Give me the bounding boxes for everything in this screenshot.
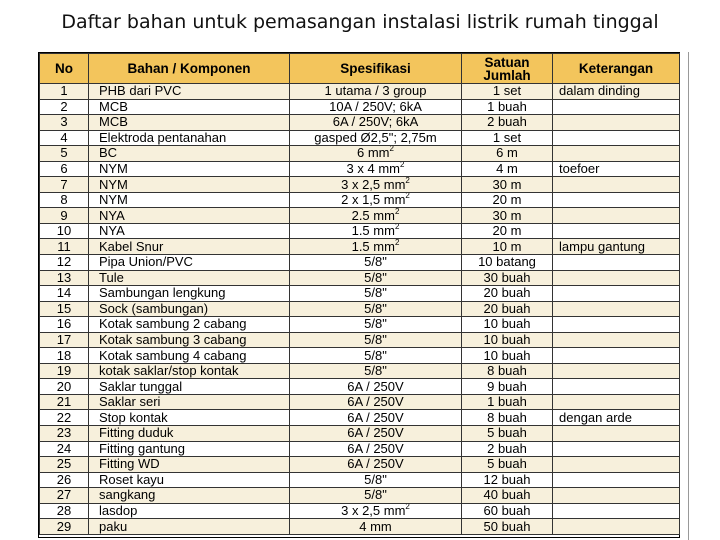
superscript: 2 xyxy=(389,145,394,154)
row-keterangan xyxy=(553,301,680,317)
table-row xyxy=(40,130,680,146)
row-satuan-jumlah: 1 set xyxy=(462,84,553,100)
row-satuan-jumlah: 1 buah xyxy=(462,394,553,410)
superscript: 2 xyxy=(405,503,410,512)
row-spesifikasi: 6A / 250V; 6kA xyxy=(290,115,462,131)
row-satuan-jumlah: 2 buah xyxy=(462,441,553,457)
row-keterangan xyxy=(553,115,680,131)
materials-table xyxy=(39,53,680,535)
row-number: 19 xyxy=(40,363,89,379)
row-spesifikasi: 10A / 250V; 6kA xyxy=(290,99,462,115)
row-bahan: Fitting WD xyxy=(89,457,290,473)
row-bahan: kotak saklar/stop kontak xyxy=(89,363,290,379)
row-spesifikasi: 5/8" xyxy=(290,301,462,317)
row-number: 23 xyxy=(40,426,89,442)
table-row xyxy=(40,192,680,208)
row-satuan-jumlah: 60 buah xyxy=(462,503,553,519)
table-row xyxy=(40,503,680,519)
row-satuan-jumlah: 1 set xyxy=(462,130,553,146)
row-number: 6 xyxy=(40,161,89,177)
row-bahan: Roset kayu xyxy=(89,472,290,488)
table-row xyxy=(40,488,680,504)
row-keterangan xyxy=(553,223,680,239)
row-number: 10 xyxy=(40,223,89,239)
row-number: 18 xyxy=(40,348,89,364)
row-number: 16 xyxy=(40,317,89,333)
row-satuan-jumlah: 10 batang xyxy=(462,255,553,271)
row-bahan: Elektroda pentanahan xyxy=(89,130,290,146)
row-bahan: Saklar seri xyxy=(89,394,290,410)
table-row xyxy=(40,223,680,239)
row-bahan: NYM xyxy=(89,161,290,177)
row-keterangan: dengan arde xyxy=(553,410,680,426)
row-number: 1 xyxy=(40,84,89,100)
row-satuan-jumlah: 4 m xyxy=(462,161,553,177)
row-spesifikasi: 5/8" xyxy=(290,286,462,302)
table-row xyxy=(40,84,680,100)
row-bahan: Kotak sambung 4 cabang xyxy=(89,348,290,364)
row-satuan-jumlah: 30 m xyxy=(462,208,553,224)
row-bahan: Sock (sambungan) xyxy=(89,301,290,317)
row-satuan-jumlah: 30 m xyxy=(462,177,553,193)
row-keterangan xyxy=(553,441,680,457)
row-satuan-jumlah: 10 m xyxy=(462,239,553,255)
row-keterangan xyxy=(553,488,680,504)
row-bahan: Tule xyxy=(89,270,290,286)
row-spesifikasi: 1.5 $mm^2$ xyxy=(290,239,462,255)
row-bahan: Kotak sambung 2 cabang xyxy=(89,317,290,333)
row-spesifikasi: 6A / 250V xyxy=(290,394,462,410)
table-row xyxy=(40,472,680,488)
row-keterangan xyxy=(553,146,680,162)
row-keterangan xyxy=(553,177,680,193)
row-keterangan xyxy=(553,503,680,519)
row-bahan: Kabel Snur xyxy=(89,239,290,255)
table-row xyxy=(40,441,680,457)
row-spesifikasi: 3 x 4 $mm^2$ xyxy=(290,161,462,177)
page-title: Daftar bahan untuk pemasangan instalasi listrik rumah tinggal xyxy=(61,11,659,33)
row-satuan-jumlah: 5 buah xyxy=(462,426,553,442)
table-row xyxy=(40,177,680,193)
row-number: 29 xyxy=(40,519,89,535)
row-satuan-jumlah: 12 buah xyxy=(462,472,553,488)
row-satuan-jumlah: 5 buah xyxy=(462,457,553,473)
row-satuan-jumlah: 8 buah xyxy=(462,363,553,379)
table-row xyxy=(40,301,680,317)
row-keterangan xyxy=(553,426,680,442)
row-keterangan xyxy=(553,457,680,473)
table-row xyxy=(40,255,680,271)
row-satuan-jumlah: 40 buah xyxy=(462,488,553,504)
row-bahan: NYM xyxy=(89,192,290,208)
row-number: 14 xyxy=(40,286,89,302)
row-bahan: Pipa Union/PVC xyxy=(89,255,290,271)
row-number: 2 xyxy=(40,99,89,115)
row-spesifikasi: 1.5 $mm^2$ xyxy=(290,223,462,239)
row-satuan-jumlah: 10 buah xyxy=(462,348,553,364)
table-row xyxy=(40,363,680,379)
row-number: 4 xyxy=(40,130,89,146)
row-spesifikasi: 6A / 250V xyxy=(290,441,462,457)
row-satuan-jumlah: 1 buah xyxy=(462,99,553,115)
row-keterangan xyxy=(553,208,680,224)
superscript: 2 xyxy=(400,161,405,169)
table-row xyxy=(40,457,680,473)
header-keterangan: Keterangan xyxy=(553,54,680,84)
row-number: 9 xyxy=(40,208,89,224)
row-keterangan xyxy=(553,192,680,208)
row-spesifikasi: 2 x 1,5 $mm^2$ xyxy=(290,192,462,208)
row-spesifikasi: 5/8" xyxy=(290,348,462,364)
row-keterangan xyxy=(553,394,680,410)
row-satuan-jumlah: 20 buah xyxy=(462,286,553,302)
row-spesifikasi: 5/8" xyxy=(290,255,462,271)
table-row xyxy=(40,410,680,426)
row-keterangan: dalam dinding xyxy=(553,84,680,100)
table-header-row xyxy=(40,54,680,84)
row-number: 26 xyxy=(40,472,89,488)
superscript: 2 xyxy=(394,207,400,216)
table-row xyxy=(40,317,680,333)
row-bahan: PHB dari PVC xyxy=(89,84,290,100)
row-bahan: NYA xyxy=(89,223,290,239)
row-spesifikasi: 5/8" xyxy=(290,488,462,504)
row-keterangan: toefoer xyxy=(553,161,680,177)
row-number: 5 xyxy=(40,146,89,162)
row-keterangan xyxy=(553,363,680,379)
row-satuan-jumlah: 2 buah xyxy=(462,115,553,131)
row-keterangan xyxy=(553,130,680,146)
table-row xyxy=(40,146,680,162)
table-body xyxy=(40,84,680,535)
row-spesifikasi: 6A / 250V xyxy=(290,426,462,442)
row-bahan: BC xyxy=(89,146,290,162)
row-keterangan xyxy=(553,255,680,271)
row-satuan-jumlah: 30 buah xyxy=(462,270,553,286)
header-spesifikasi: Spesifikasi xyxy=(290,54,462,84)
row-keterangan xyxy=(553,286,680,302)
row-spesifikasi: 5/8" xyxy=(290,472,462,488)
table-row xyxy=(40,426,680,442)
table-row xyxy=(40,332,680,348)
table-row xyxy=(40,161,680,177)
row-number: 20 xyxy=(40,379,89,395)
row-bahan: NYM xyxy=(89,177,290,193)
row-number: 15 xyxy=(40,301,89,317)
table-row xyxy=(40,99,680,115)
row-keterangan xyxy=(553,332,680,348)
row-keterangan xyxy=(553,348,680,364)
row-bahan: Saklar tunggal xyxy=(89,379,290,395)
row-spesifikasi: 5/8" xyxy=(290,363,462,379)
slide-edge-line xyxy=(688,52,689,540)
row-spesifikasi: 6 $mm^2$ xyxy=(290,146,462,162)
row-number: 8 xyxy=(40,192,89,208)
table-row xyxy=(40,519,680,535)
row-bahan: Kotak sambung 3 cabang xyxy=(89,332,290,348)
row-bahan: Fitting gantung xyxy=(89,441,290,457)
header-bahan: Bahan / Komponen xyxy=(89,54,290,84)
row-satuan-jumlah: 50 buah xyxy=(462,519,553,535)
table-row xyxy=(40,115,680,131)
row-spesifikasi: 3 x 2,5 $mm^2$ xyxy=(290,177,462,193)
row-satuan-jumlah: 8 buah xyxy=(462,410,553,426)
header-satuan: Satuan Jumlah xyxy=(462,54,553,84)
row-satuan-jumlah: 9 buah xyxy=(462,379,553,395)
row-satuan-jumlah: 10 buah xyxy=(462,332,553,348)
row-bahan: MCB xyxy=(89,99,290,115)
row-bahan: paku xyxy=(89,519,290,535)
row-number: 21 xyxy=(40,394,89,410)
row-spesifikasi: gasped Ø2,5"; 2,75m xyxy=(290,130,462,146)
row-satuan-jumlah: 20 m xyxy=(462,223,553,239)
row-keterangan xyxy=(553,472,680,488)
row-keterangan xyxy=(553,270,680,286)
row-keterangan xyxy=(553,379,680,395)
table-row xyxy=(40,286,680,302)
row-spesifikasi: 6A / 250V xyxy=(290,410,462,426)
row-keterangan xyxy=(553,519,680,535)
table-row xyxy=(40,239,680,255)
superscript: 2 xyxy=(394,238,400,247)
superscript: 2 xyxy=(405,176,410,185)
row-keterangan: lampu gantung xyxy=(553,239,680,255)
row-number: 28 xyxy=(40,503,89,519)
row-spesifikasi: 5/8" xyxy=(290,270,462,286)
row-keterangan xyxy=(553,99,680,115)
row-spesifikasi: 5/8" xyxy=(290,317,462,333)
materials-table-container xyxy=(38,52,680,538)
table-row xyxy=(40,348,680,364)
row-spesifikasi: 4 mm xyxy=(290,519,462,535)
row-number: 12 xyxy=(40,255,89,271)
row-number: 27 xyxy=(40,488,89,504)
row-bahan: NYA xyxy=(89,208,290,224)
row-bahan: sangkang xyxy=(89,488,290,504)
header-no: No xyxy=(40,54,89,84)
row-satuan-jumlah: 20 buah xyxy=(462,301,553,317)
row-bahan: Fitting duduk xyxy=(89,426,290,442)
row-bahan: MCB xyxy=(89,115,290,131)
row-number: 7 xyxy=(40,177,89,193)
row-spesifikasi: 3 x 2,5 $mm^2$ xyxy=(290,503,462,519)
row-number: 22 xyxy=(40,410,89,426)
row-bahan: lasdop xyxy=(89,503,290,519)
row-bahan: Sambungan lengkung xyxy=(89,286,290,302)
table-row xyxy=(40,379,680,395)
row-number: 11 xyxy=(40,239,89,255)
row-satuan-jumlah: 10 buah xyxy=(462,317,553,333)
row-number: 25 xyxy=(40,457,89,473)
row-satuan-jumlah: 20 m xyxy=(462,192,553,208)
table-row xyxy=(40,208,680,224)
row-spesifikasi: 6A / 250V xyxy=(290,379,462,395)
row-number: 17 xyxy=(40,332,89,348)
row-bahan: Stop kontak xyxy=(89,410,290,426)
row-spesifikasi: 2.5 $mm^2$ xyxy=(290,208,462,224)
row-satuan-jumlah: 6 m xyxy=(462,146,553,162)
table-row xyxy=(40,270,680,286)
row-number: 13 xyxy=(40,270,89,286)
table-row xyxy=(40,394,680,410)
row-keterangan xyxy=(553,317,680,333)
row-spesifikasi: 5/8" xyxy=(290,332,462,348)
row-spesifikasi: 6A / 250V xyxy=(290,457,462,473)
row-number: 24 xyxy=(40,441,89,457)
superscript: 2 xyxy=(394,223,400,232)
row-number: 3 xyxy=(40,115,89,131)
superscript: 2 xyxy=(405,192,410,201)
row-spesifikasi: 1 utama / 3 group xyxy=(290,84,462,100)
